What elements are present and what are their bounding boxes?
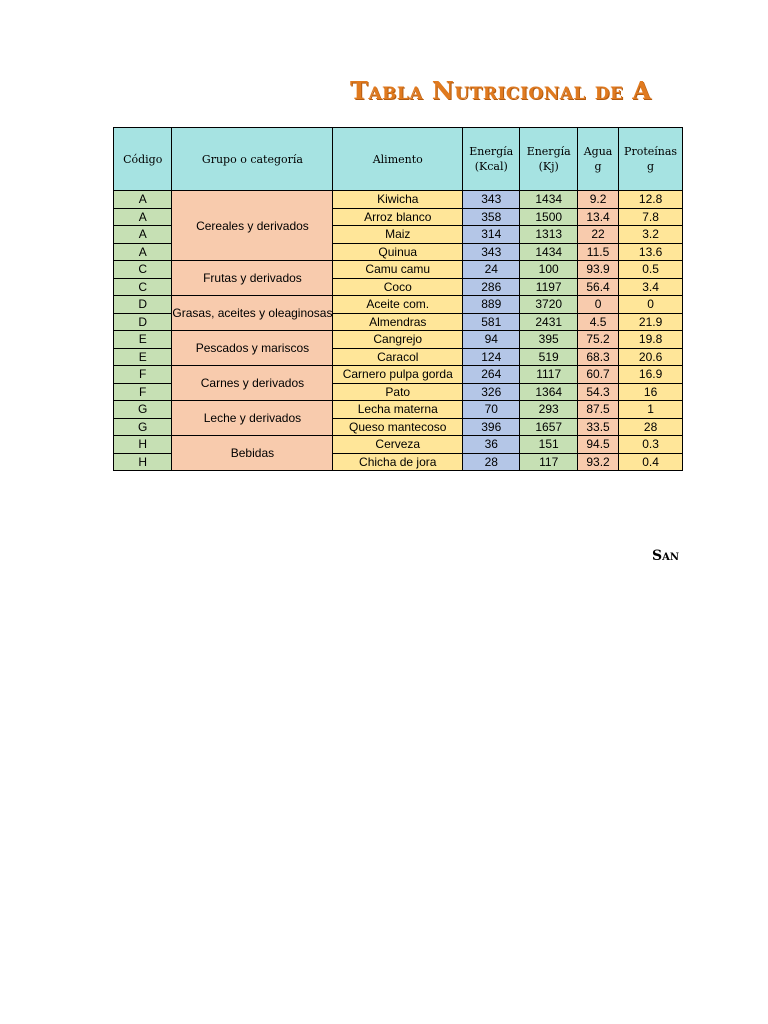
cell-kcal: 286 <box>463 278 520 296</box>
cell-codigo: A <box>114 208 172 226</box>
cell-codigo: D <box>114 313 172 331</box>
cell-kj: 2431 <box>520 313 577 331</box>
cell-codigo: E <box>114 348 172 366</box>
header-proteinas: Proteínas g <box>619 128 683 191</box>
cell-kj: 1197 <box>520 278 577 296</box>
cell-agua: 11.5 <box>577 243 618 261</box>
cell-kj: 100 <box>520 261 577 279</box>
cell-alimento: Cerveza <box>333 436 463 454</box>
cell-codigo: E <box>114 331 172 349</box>
group-cell: Bebidas <box>172 436 333 471</box>
header-agua: Agua g <box>577 128 618 191</box>
cell-proteinas: 13.6 <box>619 243 683 261</box>
cell-codigo: C <box>114 278 172 296</box>
cell-alimento: Chicha de jora <box>333 453 463 471</box>
cell-kj: 519 <box>520 348 577 366</box>
cell-proteinas: 1 <box>619 401 683 419</box>
cell-codigo: A <box>114 226 172 244</box>
cell-proteinas: 0.5 <box>619 261 683 279</box>
cell-proteinas: 0.3 <box>619 436 683 454</box>
cell-kj: 117 <box>520 453 577 471</box>
cell-kcal: 36 <box>463 436 520 454</box>
cell-alimento: Coco <box>333 278 463 296</box>
cell-alimento: Almendras <box>333 313 463 331</box>
cell-alimento: Carnero pulpa gorda <box>333 366 463 384</box>
table-row <box>114 296 683 314</box>
cell-agua: 33.5 <box>577 418 618 436</box>
cell-kcal: 24 <box>463 261 520 279</box>
cell-proteinas: 12.8 <box>619 191 683 209</box>
table-row <box>114 191 683 209</box>
cell-kcal: 124 <box>463 348 520 366</box>
cell-kcal: 581 <box>463 313 520 331</box>
cell-kcal: 70 <box>463 401 520 419</box>
cell-kj: 1313 <box>520 226 577 244</box>
header-codigo: Código <box>114 128 172 191</box>
cell-agua: 60.7 <box>577 366 618 384</box>
cell-kcal: 396 <box>463 418 520 436</box>
cell-codigo: H <box>114 453 172 471</box>
cell-kj: 1364 <box>520 383 577 401</box>
cell-codigo: F <box>114 366 172 384</box>
header-grupo: Grupo o categoría <box>172 128 333 191</box>
cell-proteinas: 0 <box>619 296 683 314</box>
table-row <box>114 366 683 384</box>
header-kj: Energía (Kj) <box>520 128 577 191</box>
cell-kj: 395 <box>520 331 577 349</box>
table-row <box>114 436 683 454</box>
cell-agua: 13.4 <box>577 208 618 226</box>
cell-kcal: 889 <box>463 296 520 314</box>
cell-agua: 93.9 <box>577 261 618 279</box>
cell-kj: 293 <box>520 401 577 419</box>
cell-alimento: Maiz <box>333 226 463 244</box>
cell-codigo: A <box>114 243 172 261</box>
cell-alimento: Pato <box>333 383 463 401</box>
cell-agua: 9.2 <box>577 191 618 209</box>
cell-proteinas: 16.9 <box>619 366 683 384</box>
cell-alimento: Kiwicha <box>333 191 463 209</box>
cell-kj: 1500 <box>520 208 577 226</box>
cell-agua: 75.2 <box>577 331 618 349</box>
page-title: Tabla Nutricional de A <box>350 76 652 105</box>
cell-alimento: Aceite com. <box>333 296 463 314</box>
cell-kj: 1434 <box>520 243 577 261</box>
footer-text: San <box>652 548 680 564</box>
cell-proteinas: 3.4 <box>619 278 683 296</box>
group-cell: Grasas, aceites y oleaginosas <box>172 296 333 331</box>
cell-kcal: 94 <box>463 331 520 349</box>
group-cell: Leche y derivados <box>172 401 333 436</box>
cell-kj: 1657 <box>520 418 577 436</box>
table-row <box>114 331 683 349</box>
cell-agua: 0 <box>577 296 618 314</box>
cell-kcal: 314 <box>463 226 520 244</box>
cell-kj: 1434 <box>520 191 577 209</box>
cell-codigo: A <box>114 191 172 209</box>
cell-kcal: 358 <box>463 208 520 226</box>
cell-kj: 151 <box>520 436 577 454</box>
table-row <box>114 401 683 419</box>
group-cell: Frutas y derivados <box>172 261 333 296</box>
nutrition-table <box>113 127 683 471</box>
cell-kcal: 343 <box>463 191 520 209</box>
cell-kcal: 326 <box>463 383 520 401</box>
cell-agua: 68.3 <box>577 348 618 366</box>
cell-alimento: Arroz blanco <box>333 208 463 226</box>
cell-kcal: 343 <box>463 243 520 261</box>
table-row <box>114 261 683 279</box>
cell-kcal: 264 <box>463 366 520 384</box>
header-alimento: Alimento <box>333 128 463 191</box>
group-cell: Carnes y derivados <box>172 366 333 401</box>
cell-codigo: G <box>114 418 172 436</box>
header-kcal: Energía (Kcal) <box>463 128 520 191</box>
cell-proteinas: 3.2 <box>619 226 683 244</box>
cell-proteinas: 16 <box>619 383 683 401</box>
cell-alimento: Caracol <box>333 348 463 366</box>
cell-alimento: Cangrejo <box>333 331 463 349</box>
cell-agua: 87.5 <box>577 401 618 419</box>
cell-codigo: H <box>114 436 172 454</box>
cell-proteinas: 21.9 <box>619 313 683 331</box>
cell-proteinas: 28 <box>619 418 683 436</box>
cell-codigo: D <box>114 296 172 314</box>
cell-kj: 3720 <box>520 296 577 314</box>
cell-kj: 1117 <box>520 366 577 384</box>
cell-alimento: Quinua <box>333 243 463 261</box>
group-cell: Cereales y derivados <box>172 191 333 261</box>
cell-proteinas: 7.8 <box>619 208 683 226</box>
cell-alimento: Lecha materna <box>333 401 463 419</box>
table-header-row <box>114 128 683 191</box>
cell-agua: 94.5 <box>577 436 618 454</box>
cell-agua: 93.2 <box>577 453 618 471</box>
cell-agua: 4.5 <box>577 313 618 331</box>
cell-proteinas: 20.6 <box>619 348 683 366</box>
cell-codigo: C <box>114 261 172 279</box>
cell-proteinas: 19.8 <box>619 331 683 349</box>
cell-agua: 54.3 <box>577 383 618 401</box>
cell-agua: 56.4 <box>577 278 618 296</box>
cell-agua: 22 <box>577 226 618 244</box>
cell-kcal: 28 <box>463 453 520 471</box>
cell-codigo: F <box>114 383 172 401</box>
cell-alimento: Queso mantecoso <box>333 418 463 436</box>
cell-proteinas: 0.4 <box>619 453 683 471</box>
group-cell: Pescados y mariscos <box>172 331 333 366</box>
cell-alimento: Camu camu <box>333 261 463 279</box>
cell-codigo: G <box>114 401 172 419</box>
